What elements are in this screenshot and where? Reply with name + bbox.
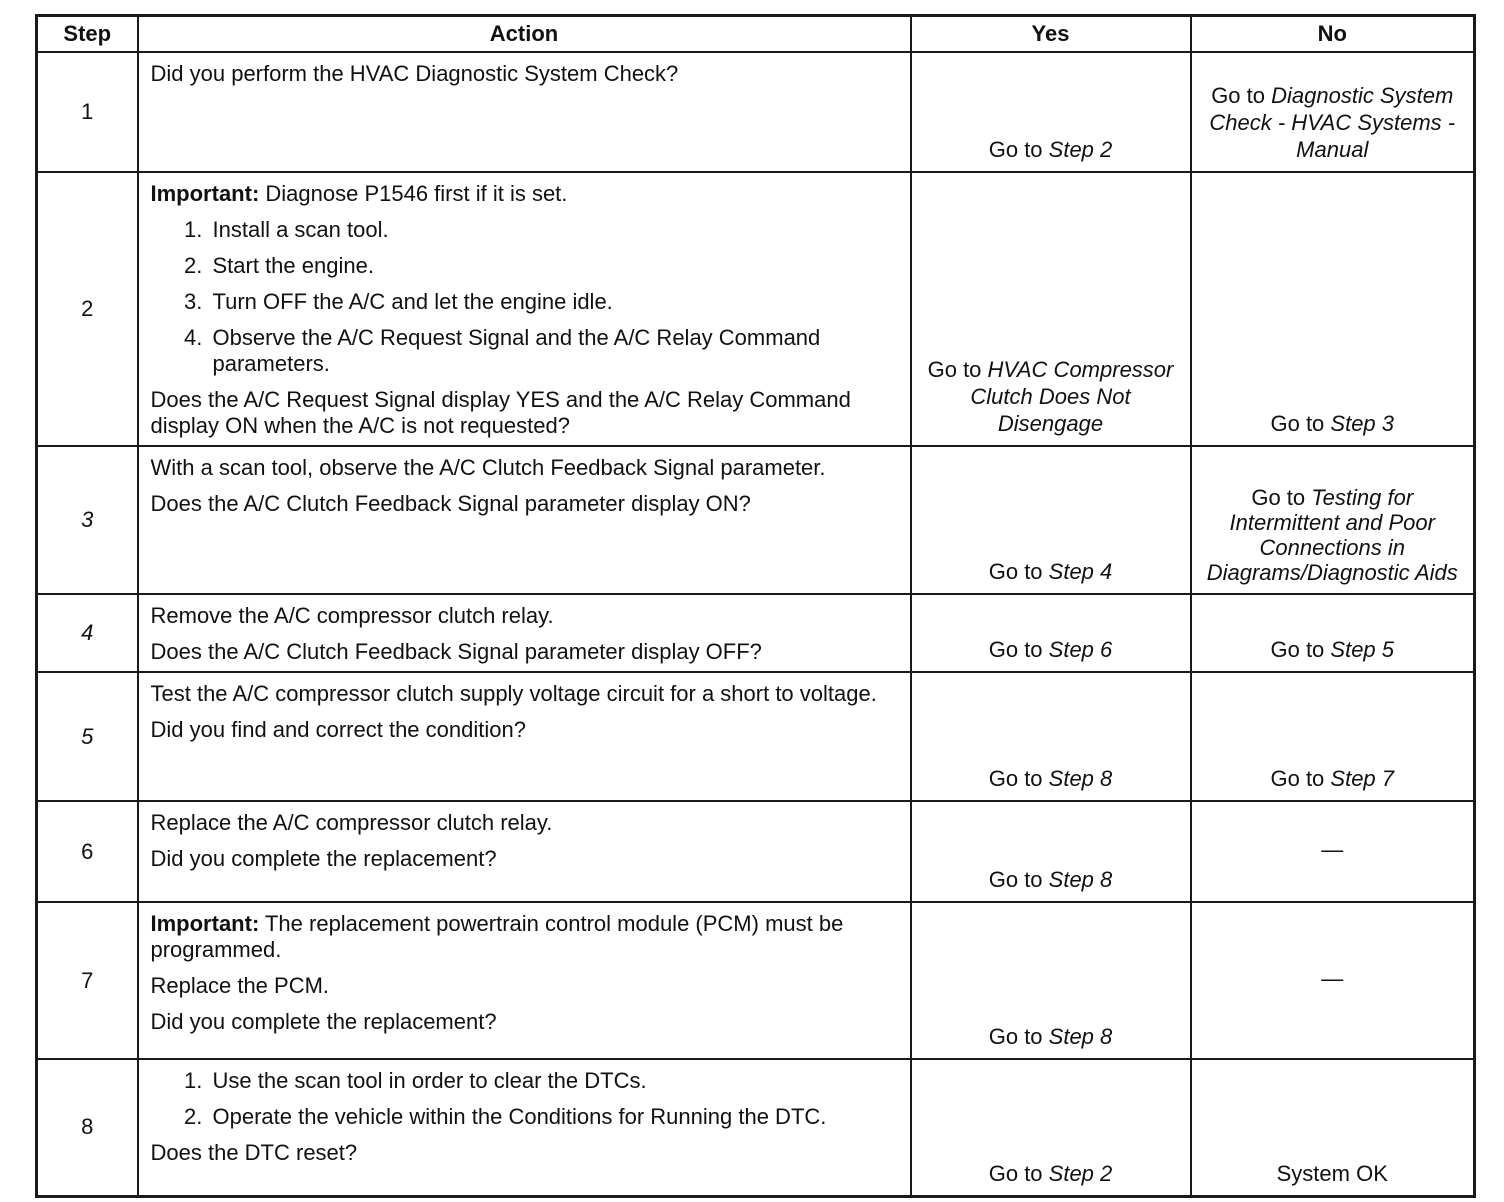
action-cell: [138, 446, 911, 594]
header-step: Step: [37, 16, 138, 53]
step-number: 1: [37, 52, 138, 172]
yes-ref: Step 2: [1048, 137, 1113, 162]
yes-ref: Step 2: [1048, 1160, 1113, 1186]
table-row: [37, 801, 1475, 902]
step-number: 2: [37, 172, 138, 446]
yes-cell: [911, 801, 1191, 902]
no-ref: Step 5: [1330, 637, 1395, 662]
important-label: Important:: [150, 911, 260, 936]
no-cell: [1191, 1059, 1475, 1196]
no-prefix: Go to: [1270, 766, 1331, 791]
no-prefix: Go to: [1211, 83, 1272, 108]
yes-prefix: Go to: [988, 1024, 1049, 1049]
no-cell: [1191, 594, 1475, 672]
step-number: 7: [37, 902, 138, 1059]
list-item: 2. Start the engine.: [209, 253, 900, 279]
no-ref: Testing for Intermittent and Poor Connections in Diagrams/Diagnostic Aids: [1206, 485, 1458, 585]
list-item: 1. Install a scan tool.: [209, 217, 900, 243]
no-prefix: Go to: [1251, 485, 1312, 510]
header-yes: Yes: [911, 16, 1191, 53]
action-cell: [138, 172, 911, 446]
no-prefix: Go to: [1270, 411, 1331, 436]
step-number: 5: [37, 672, 138, 801]
no-cell: [1191, 902, 1475, 1059]
no-ref: Diagnostic System Check - HVAC Systems - Manual: [1209, 83, 1456, 162]
step-number: 6: [37, 801, 138, 902]
yes-cell: [911, 594, 1191, 672]
yes-ref: Step 8: [1048, 867, 1113, 892]
important-text: The replacement powertrain control module (PCM) must be programmed.: [150, 911, 844, 962]
table-row: [37, 52, 1475, 172]
action-cell: [138, 594, 911, 672]
yes-ref: Step 6: [1048, 637, 1113, 662]
no-cell: [1191, 801, 1475, 902]
yes-ref: Step 8: [1048, 1024, 1113, 1049]
action-question: Did you perform the HVAC Diagnostic System Check?: [150, 61, 679, 86]
table-row: [37, 902, 1475, 1059]
important-label: Important:: [150, 181, 260, 206]
yes-prefix: Go to: [988, 137, 1049, 162]
no-dash: —: [1321, 837, 1344, 862]
yes-prefix: Go to: [988, 766, 1049, 791]
action-question: Did you find and correct the condition?: [150, 717, 526, 742]
yes-prefix: Go to: [927, 357, 988, 382]
no-cell: [1191, 172, 1475, 446]
table-row: [37, 594, 1475, 672]
yes-cell: [911, 172, 1191, 446]
yes-cell: [911, 902, 1191, 1059]
action-question: Did you complete the replacement?: [150, 1009, 497, 1034]
action-cell: [138, 52, 911, 172]
action-instruction: Test the A/C compressor clutch supply voltage circuit for a short to voltage.: [150, 681, 877, 706]
list-item: 2. Operate the vehicle within the Conditions for Running the DTC.: [209, 1104, 900, 1130]
table-row: [37, 672, 1475, 801]
yes-prefix: Go to: [988, 559, 1049, 584]
action-cell: [138, 801, 911, 902]
no-ref: Step 3: [1330, 411, 1395, 436]
header-action: Action: [138, 16, 911, 53]
no-cell: [1191, 52, 1475, 172]
action-cell: [138, 672, 911, 801]
action-steps: [151, 217, 900, 377]
yes-cell: [911, 446, 1191, 594]
important-note: [151, 911, 900, 963]
action-question: Does the A/C Clutch Feedback Signal parameter display OFF?: [150, 639, 762, 664]
table-row: [37, 1059, 1475, 1196]
action-instruction: Remove the A/C compressor clutch relay.: [150, 603, 554, 628]
table-row: [37, 446, 1475, 594]
important-note: [151, 181, 900, 207]
action-instruction: With a scan tool, observe the A/C Clutch Feedback Signal parameter.: [150, 455, 826, 480]
no-cell: [1191, 672, 1475, 801]
action-question: Does the DTC reset?: [150, 1140, 358, 1165]
action-instruction: Replace the A/C compressor clutch relay.: [150, 810, 553, 835]
action-cell: [138, 902, 911, 1059]
yes-prefix: Go to: [988, 867, 1049, 892]
yes-prefix: Go to: [988, 637, 1049, 662]
no-text: System OK: [1276, 1160, 1388, 1186]
yes-cell: [911, 672, 1191, 801]
no-cell: [1191, 446, 1475, 594]
header-no: No: [1191, 16, 1475, 53]
step-number: 4: [37, 594, 138, 672]
list-item: 3. Turn OFF the A/C and let the engine idle.: [209, 289, 900, 315]
no-ref: Step 7: [1330, 766, 1395, 791]
yes-ref: HVAC Compressor Clutch Does Not Disengage: [970, 357, 1174, 436]
step-number: 3: [37, 446, 138, 594]
no-prefix: Go to: [1270, 637, 1331, 662]
action-question: Did you complete the replacement?: [150, 846, 497, 871]
action-cell: [138, 1059, 911, 1196]
step-number: 8: [37, 1059, 138, 1196]
yes-ref: Step 4: [1048, 559, 1113, 584]
list-item: 4. Observe the A/C Request Signal and the A/C Relay Command parameters.: [209, 325, 900, 377]
action-steps: [151, 1068, 900, 1130]
list-item: 1. Use the scan tool in order to clear the DTCs.: [209, 1068, 900, 1094]
action-instruction: Replace the PCM.: [150, 973, 330, 998]
yes-cell: [911, 1059, 1191, 1196]
important-text: Diagnose P1546 first if it is set.: [259, 181, 568, 206]
yes-prefix: Go to: [988, 1160, 1049, 1186]
action-question: Does the A/C Request Signal display YES and the A/C Relay Command display ON when the A/C is not requested?: [150, 387, 851, 438]
no-dash: —: [1321, 966, 1344, 991]
yes-ref: Step 8: [1048, 766, 1113, 791]
yes-cell: [911, 52, 1191, 172]
table-row: [37, 172, 1475, 446]
diagnostic-table: [35, 14, 1476, 1198]
action-question: Does the A/C Clutch Feedback Signal parameter display ON?: [150, 491, 751, 516]
header-row: [37, 16, 1475, 53]
